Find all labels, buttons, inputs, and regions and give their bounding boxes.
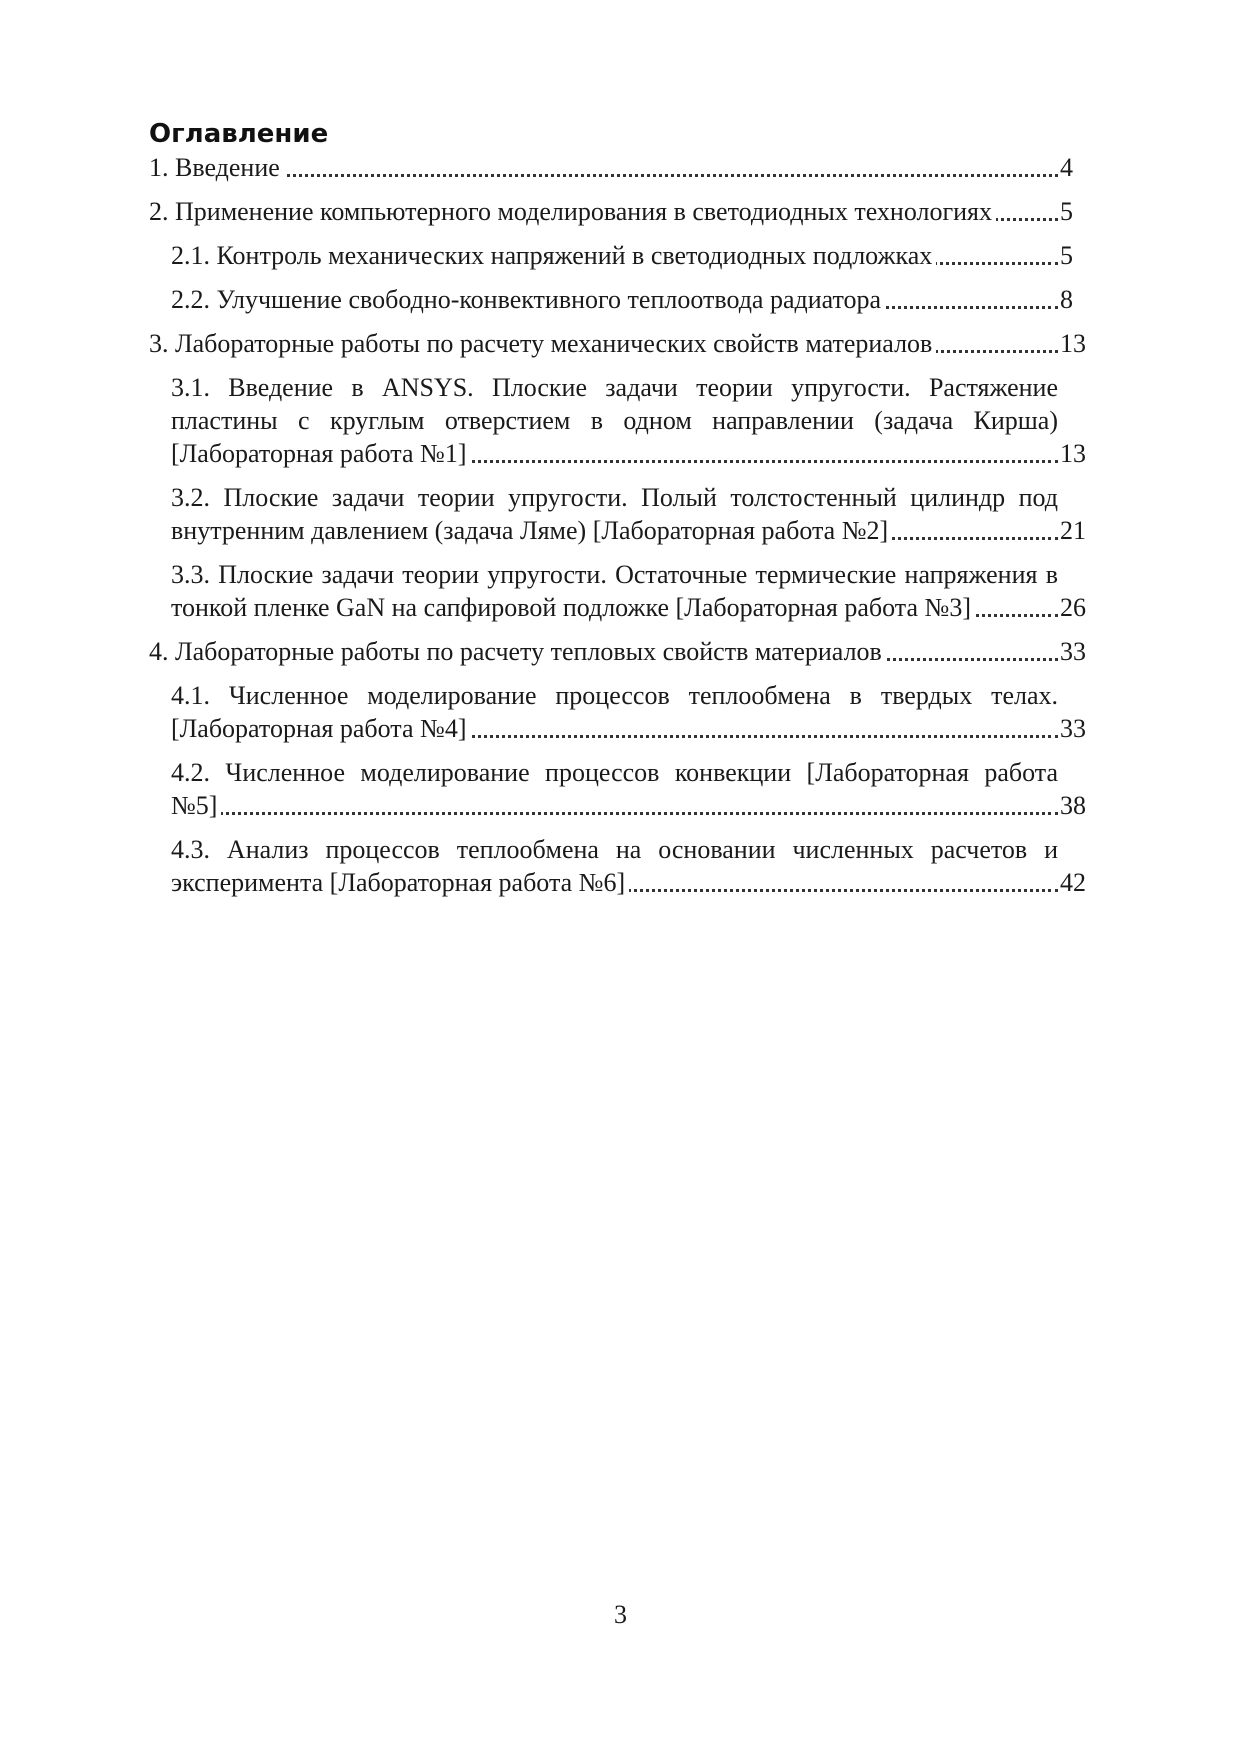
toc-entry-page: 38	[1060, 789, 1096, 822]
toc-entry-page: 33	[1060, 635, 1096, 668]
toc-entry-title: 4.1. Численное моделирование процессов теплообмена в твердых телах. [Лабораторная работа №4]	[171, 681, 1058, 743]
toc-entry-title: 2. Применение компьютерного моделирования в светодиодных технологиях	[149, 197, 996, 226]
toc-entry-page: 8	[1060, 283, 1096, 316]
dot-leader	[171, 812, 1058, 815]
toc-entry-title: 4. Лабораторные работы по расчету тепловых свойств материалов	[149, 637, 886, 666]
toc-entry-title: 3.1. Введение в ANSYS. Плоские задачи теории упругости. Растяжение пластины с круглым отверстием в одном направлении (задача Кирша) [Лабораторная работа №1]	[171, 373, 1058, 468]
toc-entry[interactable]	[149, 195, 1096, 228]
toc-entry[interactable]	[149, 635, 1096, 668]
toc-entry-page: 21	[1060, 514, 1096, 547]
toc-entry-title: 4.2. Численное моделирование процессов конвекции [Лабораторная работа №5]	[171, 758, 1058, 820]
toc-entry-title: 1. Введение	[149, 153, 284, 182]
toc-entry-page: 5	[1060, 239, 1096, 272]
page-number: 3	[614, 1600, 627, 1629]
toc-entry[interactable]	[171, 679, 1096, 745]
toc-entry[interactable]	[171, 833, 1096, 899]
toc-entry-page: 26	[1060, 591, 1096, 624]
toc-heading: Оглавление	[149, 119, 329, 149]
toc-entry-title: 3. Лабораторные работы по расчету механических свойств материалов	[149, 329, 936, 358]
toc-entry-title: 4.3. Анализ процессов теплообмена на основании численных расчетов и эксперимента [Лабораторная работа №6]	[171, 835, 1058, 897]
toc-entry[interactable]	[171, 481, 1096, 547]
toc-entry[interactable]	[171, 371, 1096, 470]
toc-entry[interactable]	[149, 151, 1096, 184]
toc-entry-title: 2.2. Улучшение свободно-конвективного теплоотвода радиатора	[171, 285, 885, 314]
toc-list	[149, 151, 1096, 899]
dot-leader	[149, 174, 1058, 177]
toc-entry-title: 2.1. Контроль механических напряжений в светодиодных подложках	[171, 241, 936, 270]
toc-entry-page: 42	[1060, 866, 1096, 899]
toc-entry-page: 5	[1060, 195, 1096, 228]
toc-entry[interactable]	[149, 327, 1096, 360]
toc-entry[interactable]	[171, 283, 1096, 316]
toc-entry-page: 33	[1060, 712, 1096, 745]
toc-entry[interactable]	[171, 239, 1096, 272]
toc-entry-page: 13	[1060, 437, 1096, 470]
toc-entry-page: 4	[1060, 151, 1096, 184]
table-of-contents	[149, 117, 1096, 899]
toc-entry[interactable]	[171, 756, 1096, 822]
toc-entry-page: 13	[1060, 327, 1096, 360]
toc-entry-title: 3.2. Плоские задачи теории упругости. Полый толстостенный цилиндр под внутренним давлением (задача Ляме) [Лабораторная работа №2]	[171, 483, 1058, 545]
toc-entry[interactable]	[171, 558, 1096, 624]
toc-entry-title: 3.3. Плоские задачи теории упругости. Остаточные термические напряжения в тонкой пленке GaN на сапфировой подложке [Лабораторная работа №3]	[171, 560, 1058, 622]
